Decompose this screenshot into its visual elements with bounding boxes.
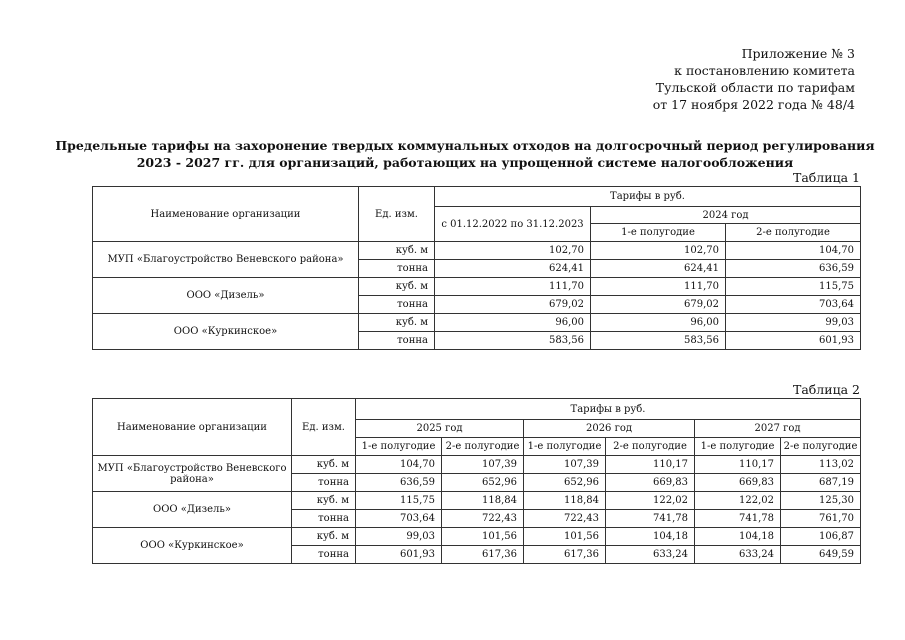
tariff-value-cell: 96,00 — [591, 314, 726, 332]
tariff-value-cell: 669,83 — [606, 474, 695, 492]
tariff-value-cell: 110,17 — [695, 456, 781, 474]
org-name-cell: ООО «Дизель» — [93, 278, 359, 314]
document-title — [40, 137, 890, 171]
header-line: к постановлению комитета — [674, 63, 855, 78]
org-name-cell: ООО «Дизель» — [93, 492, 292, 528]
tariff-value-cell: 687,19 — [781, 474, 861, 492]
tariff-value-cell: 617,36 — [524, 546, 606, 564]
tariff-value-cell: 118,84 — [442, 492, 524, 510]
col-header-unit: Ед. изм. — [292, 399, 356, 456]
tariff-value-cell: 111,70 — [435, 278, 591, 296]
unit-cell: куб. м — [359, 278, 435, 296]
tariff-value-cell: 104,70 — [356, 456, 442, 474]
tariff-value-cell: 122,02 — [606, 492, 695, 510]
org-name-cell: МУП «Благоустройство Веневского района» — [93, 242, 359, 278]
tariff-value-cell: 722,43 — [442, 510, 524, 528]
tariff-value-cell: 107,39 — [524, 456, 606, 474]
col-header-year: 2026 год — [524, 420, 695, 438]
unit-cell: куб. м — [359, 242, 435, 260]
tariff-value-cell: 102,70 — [435, 242, 591, 260]
tariff-value-cell: 761,70 — [781, 510, 861, 528]
col-header-year: 2024 год — [591, 207, 861, 224]
col-header-half2: 2-е полугодие — [606, 438, 695, 456]
tariff-value-cell: 115,75 — [356, 492, 442, 510]
table-row — [93, 278, 861, 296]
tariff-value-cell: 107,39 — [442, 456, 524, 474]
tariff-value-cell: 601,93 — [726, 332, 861, 350]
unit-cell: куб. м — [359, 314, 435, 332]
tariff-value-cell: 633,24 — [606, 546, 695, 564]
col-header-year: 2025 год — [356, 420, 524, 438]
org-name-cell: ООО «Куркинское» — [93, 528, 292, 564]
tariff-value-cell: 102,70 — [591, 242, 726, 260]
tariff-value-cell: 113,02 — [781, 456, 861, 474]
tariff-value-cell: 106,87 — [781, 528, 861, 546]
table-row — [93, 314, 861, 332]
tariff-value-cell: 703,64 — [356, 510, 442, 528]
tariff-value-cell: 652,96 — [442, 474, 524, 492]
col-header-year: 2027 год — [695, 420, 861, 438]
table-row — [93, 242, 861, 260]
title-line: Предельные тарифы на захоронение твердых коммунальных отходов на долгосрочный период регулирования — [55, 138, 875, 153]
col-header-half1: 1-е полугодие — [591, 224, 726, 242]
header-line: Тульской области по тарифам — [655, 80, 855, 95]
table2-caption: Таблица 2 — [792, 382, 860, 397]
tariff-value-cell: 104,18 — [695, 528, 781, 546]
tariff-value-cell: 118,84 — [524, 492, 606, 510]
tariff-value-cell: 741,78 — [606, 510, 695, 528]
tariff-value-cell: 679,02 — [435, 296, 591, 314]
unit-cell: куб. м — [292, 528, 356, 546]
unit-cell: тонна — [359, 332, 435, 350]
unit-cell: тонна — [359, 260, 435, 278]
tariff-value-cell: 104,18 — [606, 528, 695, 546]
col-header-half2: 2-е полугодие — [442, 438, 524, 456]
tariff-value-cell: 636,59 — [356, 474, 442, 492]
tariff-value-cell: 583,56 — [591, 332, 726, 350]
unit-cell: тонна — [359, 296, 435, 314]
tariff-value-cell: 110,17 — [606, 456, 695, 474]
header-line: от 17 ноября 2022 года № 48/4 — [652, 97, 855, 112]
col-header-unit: Ед. изм. — [359, 187, 435, 242]
org-name-cell: ООО «Куркинское» — [93, 314, 359, 350]
tariff-value-cell: 104,70 — [726, 242, 861, 260]
tariff-value-cell: 624,41 — [591, 260, 726, 278]
col-header-half1: 1-е полугодие — [524, 438, 606, 456]
tariff-value-cell: 617,36 — [442, 546, 524, 564]
col-header-org: Наименование организации — [93, 399, 292, 456]
header-line: Приложение № 3 — [741, 46, 855, 61]
title-line: 2023 - 2027 гг. для организаций, работающих на упрощенной системе налогообложения — [136, 155, 794, 170]
table1-caption: Таблица 1 — [792, 170, 860, 185]
table-row — [93, 492, 861, 510]
tariff-value-cell: 99,03 — [356, 528, 442, 546]
col-header-half1: 1-е полугодие — [695, 438, 781, 456]
tariff-value-cell: 652,96 — [524, 474, 606, 492]
tariff-table-2 — [92, 398, 861, 564]
tariff-value-cell: 125,30 — [781, 492, 861, 510]
unit-cell: тонна — [292, 546, 356, 564]
col-header-half2: 2-е полугодие — [726, 224, 861, 242]
unit-cell: куб. м — [292, 492, 356, 510]
unit-cell: куб. м — [292, 456, 356, 474]
tariff-value-cell: 601,93 — [356, 546, 442, 564]
table-row — [93, 528, 861, 546]
tariff-value-cell: 741,78 — [695, 510, 781, 528]
tariff-value-cell: 101,56 — [442, 528, 524, 546]
col-header-half1: 1-е полугодие — [356, 438, 442, 456]
tariff-value-cell: 649,59 — [781, 546, 861, 564]
unit-cell: тонна — [292, 510, 356, 528]
col-header-tariffs: Тарифы в руб. — [356, 399, 861, 420]
tariff-value-cell: 679,02 — [591, 296, 726, 314]
tariff-value-cell: 99,03 — [726, 314, 861, 332]
tariff-value-cell: 624,41 — [435, 260, 591, 278]
tariff-value-cell: 101,56 — [524, 528, 606, 546]
tariff-value-cell: 96,00 — [435, 314, 591, 332]
tariff-value-cell: 115,75 — [726, 278, 861, 296]
col-header-half2: 2-е полугодие — [781, 438, 861, 456]
col-header-period: с 01.12.2022 по 31.12.2023 — [435, 207, 591, 242]
unit-cell: тонна — [292, 474, 356, 492]
tariff-value-cell: 583,56 — [435, 332, 591, 350]
tariff-value-cell: 722,43 — [524, 510, 606, 528]
col-header-org: Наименование организации — [93, 187, 359, 242]
tariff-value-cell: 122,02 — [695, 492, 781, 510]
tariff-value-cell: 633,24 — [695, 546, 781, 564]
tariff-table-1 — [92, 186, 861, 350]
col-header-tariffs: Тарифы в руб. — [435, 187, 861, 207]
tariff-value-cell: 111,70 — [591, 278, 726, 296]
tariff-value-cell: 703,64 — [726, 296, 861, 314]
tariff-value-cell: 669,83 — [695, 474, 781, 492]
tariff-value-cell: 636,59 — [726, 260, 861, 278]
document-header — [595, 45, 855, 113]
table-row — [93, 456, 861, 474]
org-name-cell: МУП «Благоустройство Веневского района» — [93, 456, 292, 492]
